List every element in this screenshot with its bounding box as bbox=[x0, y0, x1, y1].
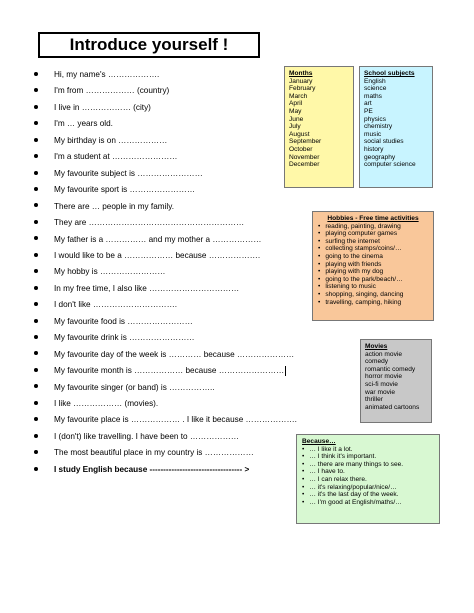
month-item: August bbox=[289, 130, 310, 138]
movie-item: war movie bbox=[365, 388, 396, 396]
months-heading: Months bbox=[289, 70, 313, 77]
because-item: • … I have to. bbox=[302, 468, 434, 476]
bullet-icon bbox=[34, 319, 38, 323]
school-subjects-box bbox=[359, 66, 433, 188]
bullet-icon bbox=[34, 401, 38, 405]
sentence-text: My favourite subject is …………………… bbox=[54, 168, 203, 178]
bullet-icon bbox=[34, 88, 38, 92]
sentence-text: I (don't) like travelling. I have been to ……………… bbox=[54, 431, 239, 441]
bullet-icon bbox=[34, 203, 38, 207]
month-item: March bbox=[289, 92, 308, 100]
sentence-text: I don't like …………………………. bbox=[54, 300, 178, 310]
sentence-text: I live in ……………… (city) bbox=[54, 102, 151, 112]
sentence-text: My favourite day of the week is ………… because ………………… bbox=[54, 349, 295, 359]
school-subject-item: PE bbox=[364, 107, 373, 115]
because-item: • … I can relax there. bbox=[302, 476, 434, 484]
sentence-text: I'm a student at …………………… bbox=[54, 152, 178, 162]
because-item: • … I think it's important. bbox=[302, 453, 434, 461]
month-item: February bbox=[289, 85, 316, 93]
movie-item: horror movie bbox=[365, 373, 403, 381]
because-list bbox=[302, 446, 434, 507]
sentence-text: My favourite food is …………………… bbox=[54, 316, 193, 326]
school-subject-item: history bbox=[364, 145, 384, 153]
sentence-line bbox=[34, 251, 260, 261]
school-subject-item: social studies bbox=[364, 138, 404, 146]
sentence-line bbox=[34, 86, 169, 96]
sentence-line bbox=[34, 350, 294, 360]
sentence-line bbox=[34, 333, 195, 343]
sentence-line bbox=[34, 136, 167, 146]
bullet-icon bbox=[34, 351, 38, 355]
sentence-text: My favourite singer (or band) is …………….. bbox=[54, 382, 215, 392]
bullet-icon bbox=[34, 335, 38, 339]
movie-item: animated cartoons bbox=[365, 403, 420, 411]
sentence-line bbox=[34, 366, 286, 376]
school-subject-item: music bbox=[364, 130, 382, 138]
month-item: July bbox=[289, 123, 301, 131]
hobby-item: • surfing the internet bbox=[318, 238, 428, 246]
sentence-text: My hobby is …………………… bbox=[54, 267, 166, 277]
movies-box bbox=[360, 339, 432, 423]
month-item: December bbox=[289, 161, 320, 169]
sentence-line bbox=[34, 383, 215, 393]
hobby-item: • going to the park/beach/… bbox=[318, 276, 428, 284]
bullet-icon bbox=[34, 417, 38, 421]
movie-item: comedy bbox=[365, 358, 389, 366]
bullet-icon bbox=[34, 286, 38, 290]
bullet-icon bbox=[34, 154, 38, 158]
sentence-text: I study English because ---------------------------------- > bbox=[54, 464, 250, 474]
hobby-item: • reading, painting, drawing bbox=[318, 223, 428, 231]
hobby-item: • playing with friends bbox=[318, 261, 428, 269]
sentence-line bbox=[34, 267, 165, 277]
sentence-text: In my free time, I also like …………………………… bbox=[54, 283, 240, 293]
bullet-icon bbox=[34, 384, 38, 388]
bullet-icon bbox=[34, 253, 38, 257]
months-box bbox=[284, 66, 354, 188]
bullet-icon bbox=[34, 72, 38, 76]
bullet-icon bbox=[34, 450, 38, 454]
hobbies-box bbox=[312, 211, 434, 321]
because-heading: Because… bbox=[302, 438, 336, 445]
sentence-text: Hi, my name's ………………. bbox=[54, 70, 160, 79]
months-list bbox=[289, 78, 349, 169]
school-subject-item: computer science bbox=[364, 161, 416, 169]
sentence-line bbox=[34, 448, 254, 458]
bullet-icon bbox=[34, 236, 38, 240]
sentence-line bbox=[34, 202, 174, 212]
because-box bbox=[296, 434, 440, 524]
sentence-text: I would like to be a ……………… because ………………. bbox=[54, 250, 261, 260]
sentence-text: I'm … years old. bbox=[54, 119, 113, 129]
worksheet-title: Introduce yourself ! bbox=[38, 32, 260, 58]
sentence-line bbox=[34, 465, 249, 475]
school-subject-item: chemistry bbox=[364, 123, 393, 131]
sentence-text: There are … people in my family. bbox=[54, 201, 174, 211]
because-item: • … it's relaxing/popular/nice/… bbox=[302, 484, 434, 492]
sentence-line bbox=[34, 169, 203, 179]
month-item: January bbox=[289, 77, 313, 85]
sentence-line bbox=[34, 399, 158, 409]
bullet-icon bbox=[34, 467, 38, 471]
bullet-icon bbox=[34, 121, 38, 125]
sentence-line bbox=[34, 70, 159, 80]
hobby-item: • going to the cinema bbox=[318, 253, 428, 261]
hobby-item: • travelling, camping, hiking bbox=[318, 299, 428, 307]
sentence-line bbox=[34, 103, 151, 113]
movies-list bbox=[365, 351, 427, 412]
sentence-text: My father is a …………… and my mother a ……………… bbox=[54, 234, 262, 244]
bullet-icon bbox=[34, 269, 38, 273]
school-subject-item: geography bbox=[364, 153, 396, 161]
hobbies-heading: Hobbies - Free time activities bbox=[327, 215, 419, 222]
text-cursor bbox=[285, 366, 286, 376]
month-item: April bbox=[289, 100, 303, 108]
school-subject-item: English bbox=[364, 77, 386, 85]
movie-item: action movie bbox=[365, 350, 403, 358]
month-item: September bbox=[289, 138, 322, 146]
sentence-text: My birthday is on ……………… bbox=[54, 135, 168, 145]
school-subject-item: science bbox=[364, 85, 387, 93]
school-subjects-heading: School subjects bbox=[364, 70, 415, 77]
movie-item: sci-fi movie bbox=[365, 380, 398, 388]
movie-item: thriller bbox=[365, 396, 383, 404]
sentence-line bbox=[34, 317, 193, 327]
because-item: • … it's the last day of the week. bbox=[302, 491, 434, 499]
because-item: • … I like it a lot. bbox=[302, 446, 434, 454]
month-item: May bbox=[289, 107, 302, 115]
sentence-text: I'm from ……………… (country) bbox=[54, 86, 170, 96]
bullet-icon bbox=[34, 302, 38, 306]
because-item: • … I'm good at English/maths/… bbox=[302, 499, 434, 507]
month-item: October bbox=[289, 145, 313, 153]
movie-item: romantic comedy bbox=[365, 365, 416, 373]
hobbies-list bbox=[318, 223, 428, 307]
school-subject-item: physics bbox=[364, 115, 386, 123]
sentence-text: The most beautiful place in my country is ……………… bbox=[54, 448, 254, 458]
sentence-line bbox=[34, 432, 239, 442]
bullet-icon bbox=[34, 138, 38, 142]
school-subject-item: art bbox=[364, 100, 372, 108]
sentence-line bbox=[34, 185, 195, 195]
sentence-line bbox=[34, 300, 177, 310]
hobby-item: • listening to music bbox=[318, 283, 428, 291]
sentence-line bbox=[34, 119, 113, 129]
because-item: • … there are many things to see. bbox=[302, 461, 434, 469]
sentence-line bbox=[34, 218, 244, 228]
bullet-icon bbox=[34, 434, 38, 438]
month-item: June bbox=[289, 115, 304, 123]
month-item: November bbox=[289, 153, 320, 161]
bullet-icon bbox=[34, 368, 38, 372]
sentence-text: I like ……………… (movies). bbox=[54, 399, 159, 408]
movies-heading: Movies bbox=[365, 343, 388, 350]
hobby-item: • playing computer games bbox=[318, 230, 428, 238]
bullet-icon bbox=[34, 220, 38, 224]
sentence-line bbox=[34, 152, 178, 162]
hobby-item: • shopping, singing, dancing bbox=[318, 291, 428, 299]
sentence-text: My favourite drink is …………………… bbox=[54, 333, 195, 343]
sentence-text: My favourite place is ……………… . I like it because ………………. bbox=[54, 415, 297, 425]
sentence-line bbox=[34, 235, 261, 245]
bullet-icon bbox=[34, 105, 38, 109]
sentence-text: My favourite sport is …………………… bbox=[54, 185, 196, 195]
hobby-item: • playing with my dog bbox=[318, 268, 428, 276]
bullet-icon bbox=[34, 171, 38, 175]
school-subject-item: maths bbox=[364, 92, 382, 100]
sentence-text: They are ………………………………………………… bbox=[54, 218, 245, 228]
school-subjects-list bbox=[364, 78, 428, 169]
sentence-text: My favourite month is ……………… because …………………… bbox=[54, 366, 285, 376]
sentence-line bbox=[34, 284, 239, 294]
bullet-icon bbox=[34, 187, 38, 191]
hobby-item: • collecting stamps/coins/… bbox=[318, 245, 428, 253]
sentence-line bbox=[34, 415, 297, 425]
